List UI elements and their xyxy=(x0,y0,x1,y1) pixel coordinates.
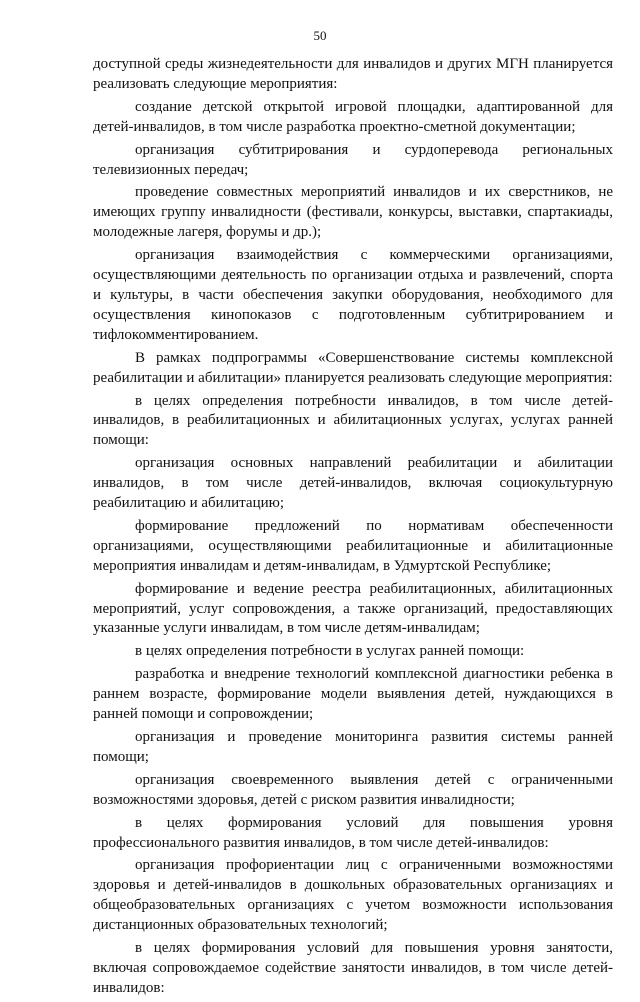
paragraph: разработка и внедрение технологий комплексной диагностики ребенка в раннем возрасте, формирование модели выявления детей, нуждающихся в ранней помощи и сопровождении; xyxy=(93,666,613,723)
paragraph: в целях формирования условий для повышения уровня занятости, включая сопровождаемое содействие занятости инвалидов, в том числе детей-инвалидов: xyxy=(93,940,613,996)
paragraph: В рамках подпрограммы «Совершенствование системы комплексной реабилитации и абилитации» планируется реализовать следующие мероприятия: xyxy=(93,349,613,386)
paragraph: в целях определения потребности в услугах ранней помощи: xyxy=(135,643,525,660)
paragraph: в целях определения потребности инвалидов, в том числе детей-инвалидов, в реабилитационных и абилитационных услугах, услугах ранней помощи: xyxy=(93,392,613,449)
paragraph: проведение совместных мероприятий инвалидов и их сверстников, не имеющих группу инвалидности (фестивали, конкурсы, выставки, спартакиады, молодежные лагеря, форумы и др.); xyxy=(93,184,613,241)
paragraph: в целях формирования условий для повышения уровня профессионального развития инвалидов, в том числе детей-инвалидов: xyxy=(93,814,613,851)
paragraph: организация и проведение мониторинга развития системы ранней помощи; xyxy=(93,729,613,765)
paragraph: формирование предложений по нормативам обеспеченности организациями, осуществляющими реабилитационные и абилитационные мероприятия инвалидам и детям-инвалидам, в Удмуртской Республике; xyxy=(93,517,613,574)
paragraph: доступной среды жизнедеятельности для инвалидов и других МГН планируется реализовать следующие мероприятия: xyxy=(93,56,613,92)
page-number: 50 xyxy=(313,28,327,43)
paragraph: формирование и ведение реестра реабилитационных, абилитационных мероприятий, услуг сопровождения, а также организаций, предоставляющих указанные услуги инвалидам, в том числе детям-инвалидам; xyxy=(93,580,613,637)
paragraph: организация основных направлений реабилитации и абилитации инвалидов, в том числе детей-инвалидов, включая социокультурную реабилитацию и абилитацию; xyxy=(93,455,613,512)
document-body xyxy=(93,55,613,1002)
paragraph: организация взаимодействия с коммерческими организациями, осуществляющими деятельность по организации отдыха и развлечений, спорта и культуры, в части обеспечения закупки оборудования, необходимого для осуществления кинопоказов с подготовленным субтитрированием и тифлокомментированием. xyxy=(93,247,613,343)
paragraph: организация субтитрирования и сурдоперевода региональных телевизионных передач; xyxy=(93,141,613,178)
paragraph: организация профориентации лиц с ограниченными возможностями здоровья и детей-инвалидов в дошкольных образовательных организациях и общеобразовательных организациях с учетом возможности использования дистанционных образовательных технологий; xyxy=(93,857,613,934)
paragraph: организация своевременного выявления детей с ограниченными возможностями здоровья, детей с риском развития инвалидности; xyxy=(93,771,613,808)
paragraph: создание детской открытой игровой площадки, адаптированной для детей-инвалидов, в том числе разработка проектно-сметной документации; xyxy=(93,98,613,135)
